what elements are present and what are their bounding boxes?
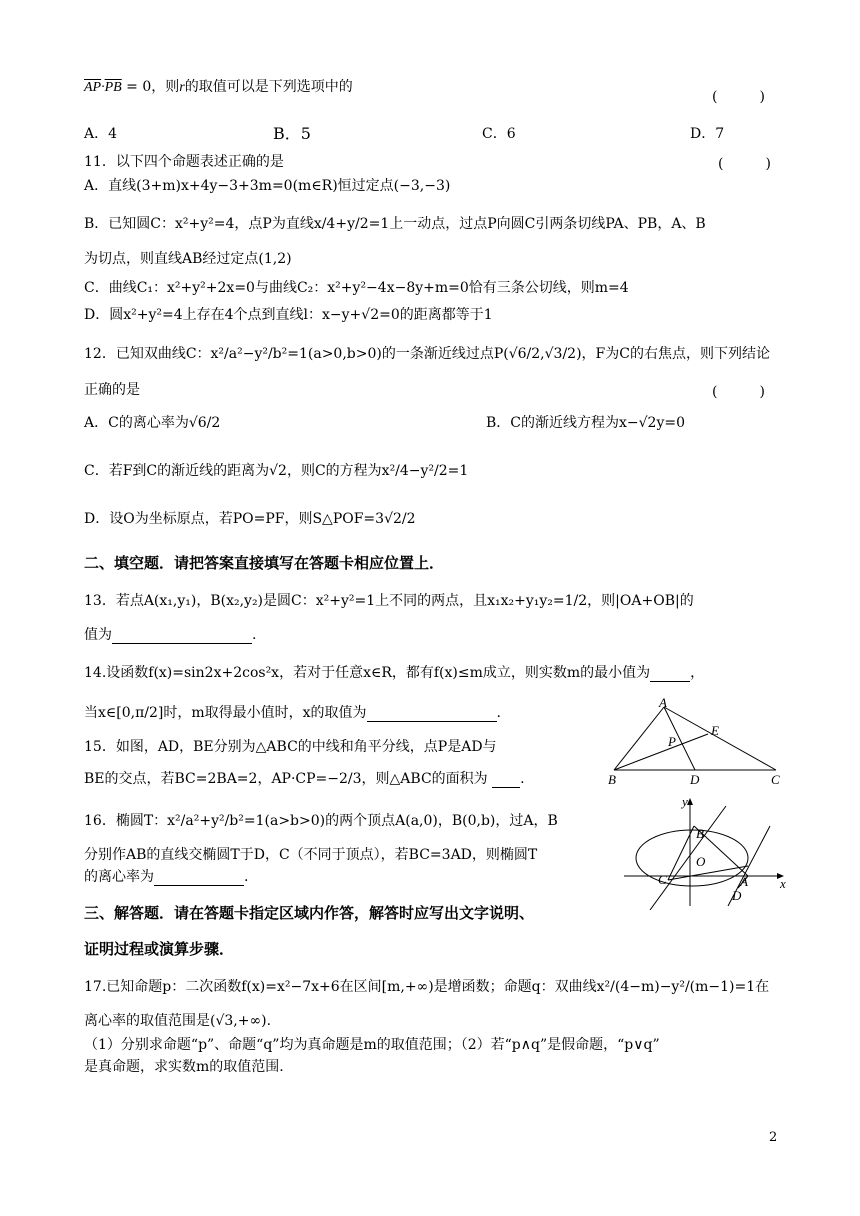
q12-option-d: D．设O为坐标原点，若PO=PF，则S△POF=3√2/2 bbox=[84, 511, 416, 527]
section-solve-heading-line2: 证明过程或演算步骤． bbox=[84, 940, 235, 958]
q17-line2: 离心率的取值范围是(√3,+∞). bbox=[84, 1013, 272, 1029]
q12-option-c: C．若F到C的渐近线的距离为√2，则C的方程为x²/4−y²/2=1 bbox=[84, 463, 469, 479]
label-b: B bbox=[608, 772, 616, 787]
q10-vector-condition: $\overline{AP}\cdot\overline{PB} = 0$，则r的取值可以是下列选项中的 bbox=[84, 79, 353, 95]
q13-line2: 值为 . bbox=[84, 627, 257, 643]
line-through-c bbox=[650, 806, 726, 910]
q15-line2: BE的交点，若BC=2BA=2，AP·CP=−2/3，则△ABC的面积为 . bbox=[84, 771, 525, 787]
q14-line2-text: 当x∈[0,π/2]时，m取得最小值时，x的取值为 bbox=[84, 705, 367, 721]
q12-stem-line2: 正确的是 bbox=[84, 382, 140, 398]
q15-answer-blank[interactable] bbox=[492, 773, 520, 788]
q16-line2: 分别作AB的直线交椭圆T于D，C（不同于顶点），若BC=3AD，则椭圆T bbox=[84, 847, 538, 863]
q13-line2-text: 值为 bbox=[84, 627, 112, 643]
triangle-figure bbox=[604, 698, 790, 790]
q12-stem: 12．已知双曲线C：x²/a²−y²/b²=1(a>0,b>0)的一条渐近线过点P(√6/2,√3/2)，F为C的右焦点，则下列结论 bbox=[84, 346, 770, 362]
q15-line1: 15．如图，AD，BE分别为△ABC的中线和角平分线，点P是AD与 bbox=[84, 739, 497, 755]
q16-line3-text: 的离心率为 bbox=[84, 869, 154, 885]
q11-paren: ( ) bbox=[718, 156, 771, 172]
page-number: 2 bbox=[769, 1130, 778, 1145]
label-d: D bbox=[732, 888, 742, 903]
label-a: A bbox=[659, 698, 667, 710]
q12-paren: ( ) bbox=[712, 384, 765, 400]
q11-option-b-line2: 为切点，则直线AB经过定点(1,2) bbox=[84, 251, 292, 267]
label-p: P bbox=[668, 734, 676, 749]
q16-answer-blank[interactable] bbox=[154, 871, 244, 886]
label-d: D bbox=[690, 772, 700, 787]
q10-option-d: D．7 bbox=[690, 126, 725, 142]
q12-option-b: B．C的渐近线方程为x−√2y=0 bbox=[486, 415, 686, 431]
ellipse-curve bbox=[636, 830, 748, 886]
section-solve-heading-line1: 三、解答题．请在答题卡指定区域内作答，解答时应写出文字说明、 bbox=[84, 904, 535, 922]
q16-line1: 16．椭圆T：x²/a²+y²/b²=1(a>b>0)的两个顶点A(a,0)，B(0,b)，过A，B bbox=[84, 813, 558, 829]
q10-option-c: C．6 bbox=[482, 126, 516, 142]
label-c: C bbox=[771, 772, 780, 787]
q10-option-b: B．5 bbox=[273, 124, 311, 143]
q16-line3: 的离心率为 . bbox=[84, 869, 249, 885]
q11-option-c: C．曲线C₁：x²+y²+2x=0与曲线C₂：x²+y²−4x−8y+m=0恰有三条公切线，则m=4 bbox=[84, 280, 629, 296]
label-x: x bbox=[780, 876, 786, 891]
q15-line2-text: BE的交点，若BC=2BA=2，AP·CP=−2/3，则△ABC的面积为 bbox=[84, 771, 488, 787]
label-o: O bbox=[696, 854, 706, 869]
ellipse-figure bbox=[620, 796, 790, 910]
q14-answer-blank-2[interactable] bbox=[367, 707, 497, 722]
q11-option-d: D．圆x²+y²=4上存在4个点到直线l：x−y+√2=0的距离都等于1 bbox=[84, 307, 493, 323]
q11-option-b-line1: B．已知圆C：x²+y²=4，点P为直线x/4+y/2=1上一动点，过点P向圆C引两条切线PA、PB，A、B bbox=[84, 216, 706, 232]
q13-line1: 13．若点A(x₁,y₁)，B(x₂,y₂)是圆C：x²+y²=1上不同的两点，且x₁x₂+y₁y₂=1/2，则|OA+OB|的 bbox=[84, 593, 694, 609]
label-c: C bbox=[658, 872, 667, 887]
q10-option-a: A．4 bbox=[84, 126, 118, 142]
q13-answer-blank[interactable] bbox=[112, 629, 252, 644]
q14-line1-text: 14.设函数f(x)=sin2x+2cos²x，若对于任意x∈R，都有f(x)≤m成立，则实数m的最小值为 bbox=[84, 665, 651, 681]
q11-option-a: A．直线(3+m)x+4y−3+3m=0(m∈R)恒过定点(−3,−3) bbox=[84, 178, 451, 194]
q10-paren: ( ) bbox=[712, 89, 765, 105]
q14-answer-blank-1[interactable] bbox=[650, 667, 690, 682]
label-e: E bbox=[711, 723, 719, 738]
q14-line1: 14.设函数f(x)=sin2x+2cos²x，若对于任意x∈R，都有f(x)≤m成立，则实数m的最小值为 ， bbox=[84, 665, 705, 681]
segment-ac bbox=[664, 707, 776, 770]
q14-line2: 当x∈[0,π/2]时，m取得最小值时，x的取值为 . bbox=[84, 705, 501, 721]
q17-line3: （1）分别求命题“p”、命题“q”均为真命题是m的取值范围；（2）若“p∧q”是假命题，“p∨q” bbox=[84, 1037, 660, 1053]
q11-stem: 11．以下四个命题表述正确的是 bbox=[84, 154, 284, 170]
label-b: B bbox=[696, 826, 704, 841]
q17-line4: 是真命题，求实数m的取值范围. bbox=[84, 1059, 284, 1075]
q12-option-a: A．C的离心率为√6/2 bbox=[84, 415, 221, 431]
section-fill-in-heading: 二、填空题．请把答案直接填写在答题卡相应位置上． bbox=[84, 554, 445, 572]
q17-line1: 17.已知命题p：二次函数f(x)=x²−7x+6在区间[m,+∞)是增函数；命题q：双曲线x²/(4−m)−y²/(m−1)=1在 bbox=[84, 979, 770, 995]
label-y: y bbox=[682, 796, 688, 809]
label-a: A bbox=[740, 874, 748, 889]
